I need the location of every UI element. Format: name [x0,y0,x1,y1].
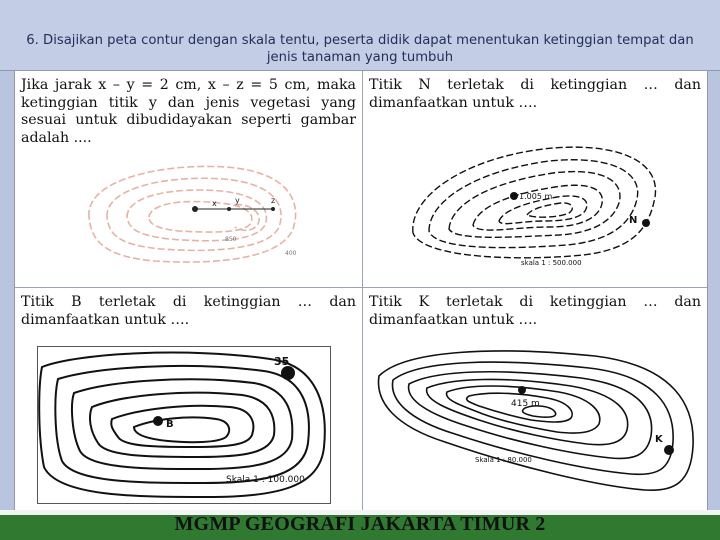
label-x: x [212,199,217,208]
contour-map-3 [37,346,331,504]
peak-marker [510,192,518,200]
point-n-label: N [629,215,638,226]
peak-marker [281,366,295,380]
footer-bar [0,510,720,540]
peak-label: 415 m [511,399,540,409]
peak-label: 35 [274,355,290,368]
point-y-marker [227,207,231,211]
question-table [14,70,708,512]
point-b-marker [153,416,163,426]
contour-label-1: 850 [225,236,237,243]
point-k-marker [664,445,674,455]
peak-label: 1.005 m [519,192,553,201]
question-text: 6. Disajikan peta contur dengan skala tentu, peserta didik dapat menentukan ketinggian tempat dan jenis tanaman yang tumbuh [26,33,694,65]
scale-label: Skala 1 : 80.000 [475,456,532,464]
cell-3-text: Titik B terletak di ketinggian … dan dimanfaatkan untuk …. [21,294,356,328]
cell-2-text: Titik N terletak di ketinggian … dan dimanfaatkan untuk …. [369,77,701,111]
footer-label: MGMP GEOGRAFI JAKARTA TIMUR 2 [174,513,546,535]
question-cell-2 [363,71,707,288]
scale-label: Skala 1 : 100.000 [226,475,305,485]
contour-map-2 [403,137,675,269]
point-x-marker [192,206,198,212]
point-b-label: B [166,419,174,430]
cell-1-text: Jika jarak x – y = 2 cm, x – z = 5 cm, maka ketinggian titik y dan jenis vegetasi yang sesuai untuk dibudidayakan seperti gambar adalah .... [21,77,356,146]
cell-4-text: Titik K terletak di ketinggian … dan dimanfaatkan untuk …. [369,294,701,328]
label-z: z [271,196,276,205]
peak-marker [518,386,526,394]
point-k-label: K [655,434,663,445]
question-cell-3 [15,288,363,511]
contour-map-1 [75,159,305,269]
scale-label: skala 1 : 500.000 [521,259,582,267]
label-y: y [235,196,240,205]
point-n-marker [642,219,650,227]
question-header [0,0,720,71]
point-z-marker [271,207,275,211]
question-cell-4 [363,288,707,511]
question-cell-1 [15,71,363,288]
contour-map-4 [375,346,697,494]
contour-label-2: 400 [285,250,297,257]
